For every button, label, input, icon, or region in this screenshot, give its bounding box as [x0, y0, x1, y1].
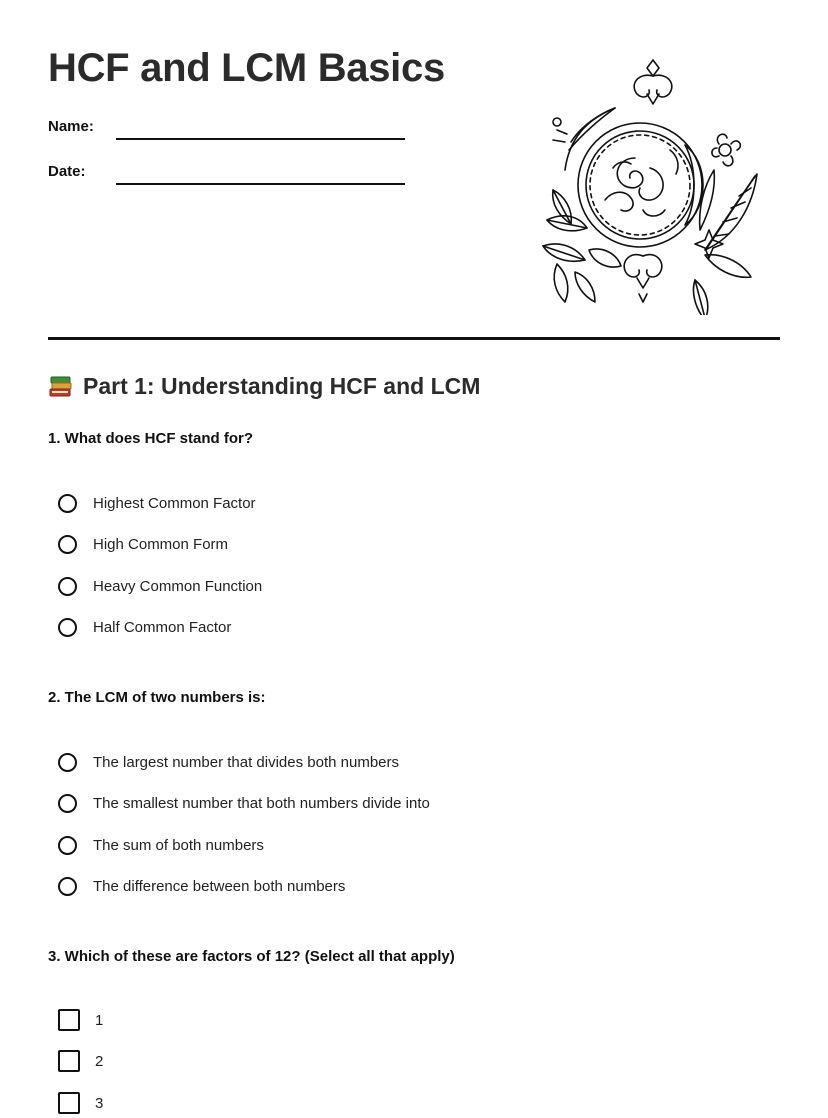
option-label: 2	[95, 1052, 104, 1070]
q2-option-2[interactable]	[58, 791, 430, 815]
page-title: HCF and LCM Basics	[48, 46, 445, 90]
q1-option-3[interactable]	[58, 574, 262, 598]
q2-option-1[interactable]	[58, 750, 399, 774]
question-3: 3. Which of these are factors of 12? (Select all that apply)	[48, 948, 455, 965]
section-title	[48, 373, 480, 400]
radio-button[interactable]	[58, 794, 77, 813]
checkbox[interactable]	[58, 1050, 80, 1072]
q3-option-3[interactable]	[58, 1091, 103, 1115]
q3-option-2[interactable]	[58, 1049, 103, 1073]
option-label: The largest number that divides both numbers	[93, 753, 399, 771]
q1-option-1[interactable]	[58, 491, 256, 515]
radio-button[interactable]	[58, 753, 77, 772]
option-label: Highest Common Factor	[93, 494, 256, 512]
date-field[interactable]	[116, 183, 405, 185]
floral-compass-illustration	[535, 50, 765, 315]
radio-button[interactable]	[58, 836, 77, 855]
option-label: The smallest number that both numbers divide into	[93, 794, 430, 812]
radio-button[interactable]	[58, 494, 77, 513]
radio-button[interactable]	[58, 877, 77, 896]
option-label: 3	[95, 1094, 104, 1112]
radio-button[interactable]	[58, 618, 77, 637]
section-title-text: Part 1: Understanding HCF and LCM	[83, 373, 481, 399]
option-label: Half Common Factor	[93, 618, 232, 636]
header-divider	[48, 337, 780, 340]
option-label: Heavy Common Function	[93, 577, 263, 595]
option-label: 1	[95, 1011, 104, 1029]
checkbox[interactable]	[58, 1092, 80, 1114]
radio-button[interactable]	[58, 535, 77, 554]
books-icon	[48, 374, 74, 400]
option-label: The difference between both numbers	[93, 877, 346, 895]
q2-option-3[interactable]	[58, 833, 264, 857]
question-1: 1. What does HCF stand for?	[48, 430, 254, 447]
question-2: 2. The LCM of two numbers is:	[48, 689, 266, 706]
q2-option-4[interactable]	[58, 874, 345, 898]
q3-option-1[interactable]	[58, 1008, 103, 1032]
option-label: High Common Form	[93, 535, 229, 553]
name-field[interactable]	[116, 138, 405, 140]
q1-option-4[interactable]	[58, 615, 231, 639]
checkbox[interactable]	[58, 1009, 80, 1031]
q1-option-2[interactable]	[58, 532, 228, 556]
name-label: Name:	[48, 118, 94, 135]
option-label: The sum of both numbers	[93, 836, 264, 854]
radio-button[interactable]	[58, 577, 77, 596]
date-label: Date:	[48, 163, 86, 180]
